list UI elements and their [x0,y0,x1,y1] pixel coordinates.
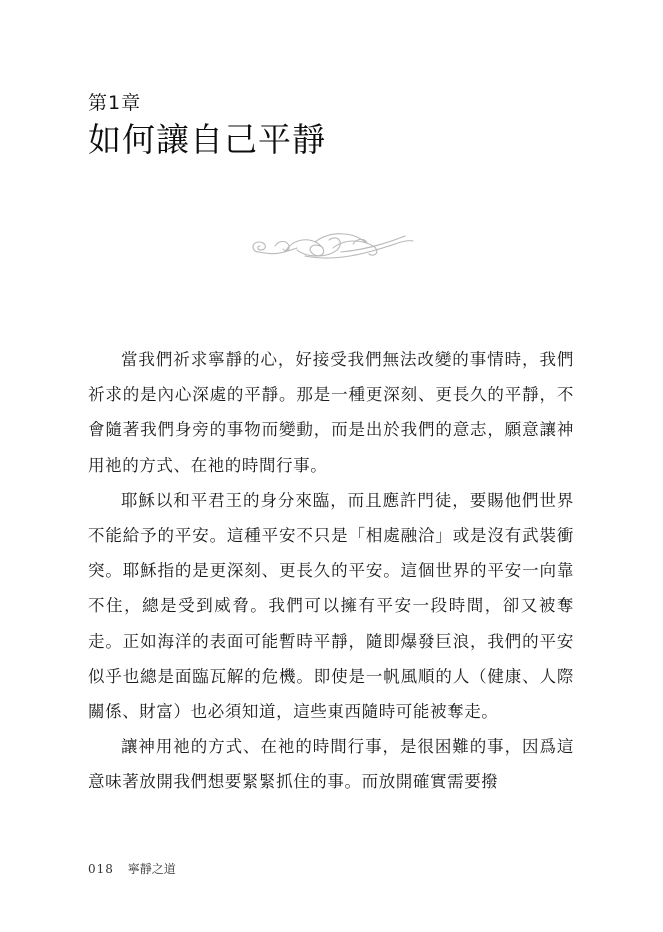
paragraph-3: 讓神用祂的方式、在祂的時間行事，是很困難的事，因爲這意味著放開我們想要緊緊抓住的事。而放開確實需要撥 [88,737,574,792]
body-text [88,342,574,800]
book-title: 寧靜之道 [127,862,176,876]
chapter-label: 第1章 [88,92,142,114]
chapter-title: 如何讓自己平靜 [88,120,326,159]
flourish-ornament-icon [245,222,415,272]
page-footer [88,860,176,877]
paragraph-2: 耶穌以和平君王的身分來臨，而且應許門徒，要賜他們世界不能給予的平安。這種平安不只是「相處融洽」或是沒有武裝衝突。耶穌指的是更深刻、更長久的平安。這個世界的平安一向靠不住，總是受到威脅。我們可以擁有平安一段時間，卻又被奪走。正如海洋的表面可能暫時平靜，隨即爆發巨浪，我們的平安似乎也總是面臨瓦解的危機。即使是一帆風順的人（健康、人際關係、財富）也必須知道，這些東西隨時可能被奪走。 [88,490,574,722]
paragraph-1: 當我們祈求寧靜的心，好接受我們無法改變的事情時，我們祈求的是內心深處的平靜。那是一種更深刻、更長久的平靜，不會隨著我們身旁的事物而變動，而是出於我們的意志，願意讓神用祂的方式、在祂的時間行事。 [88,350,574,475]
page-number: 018 [88,862,114,876]
